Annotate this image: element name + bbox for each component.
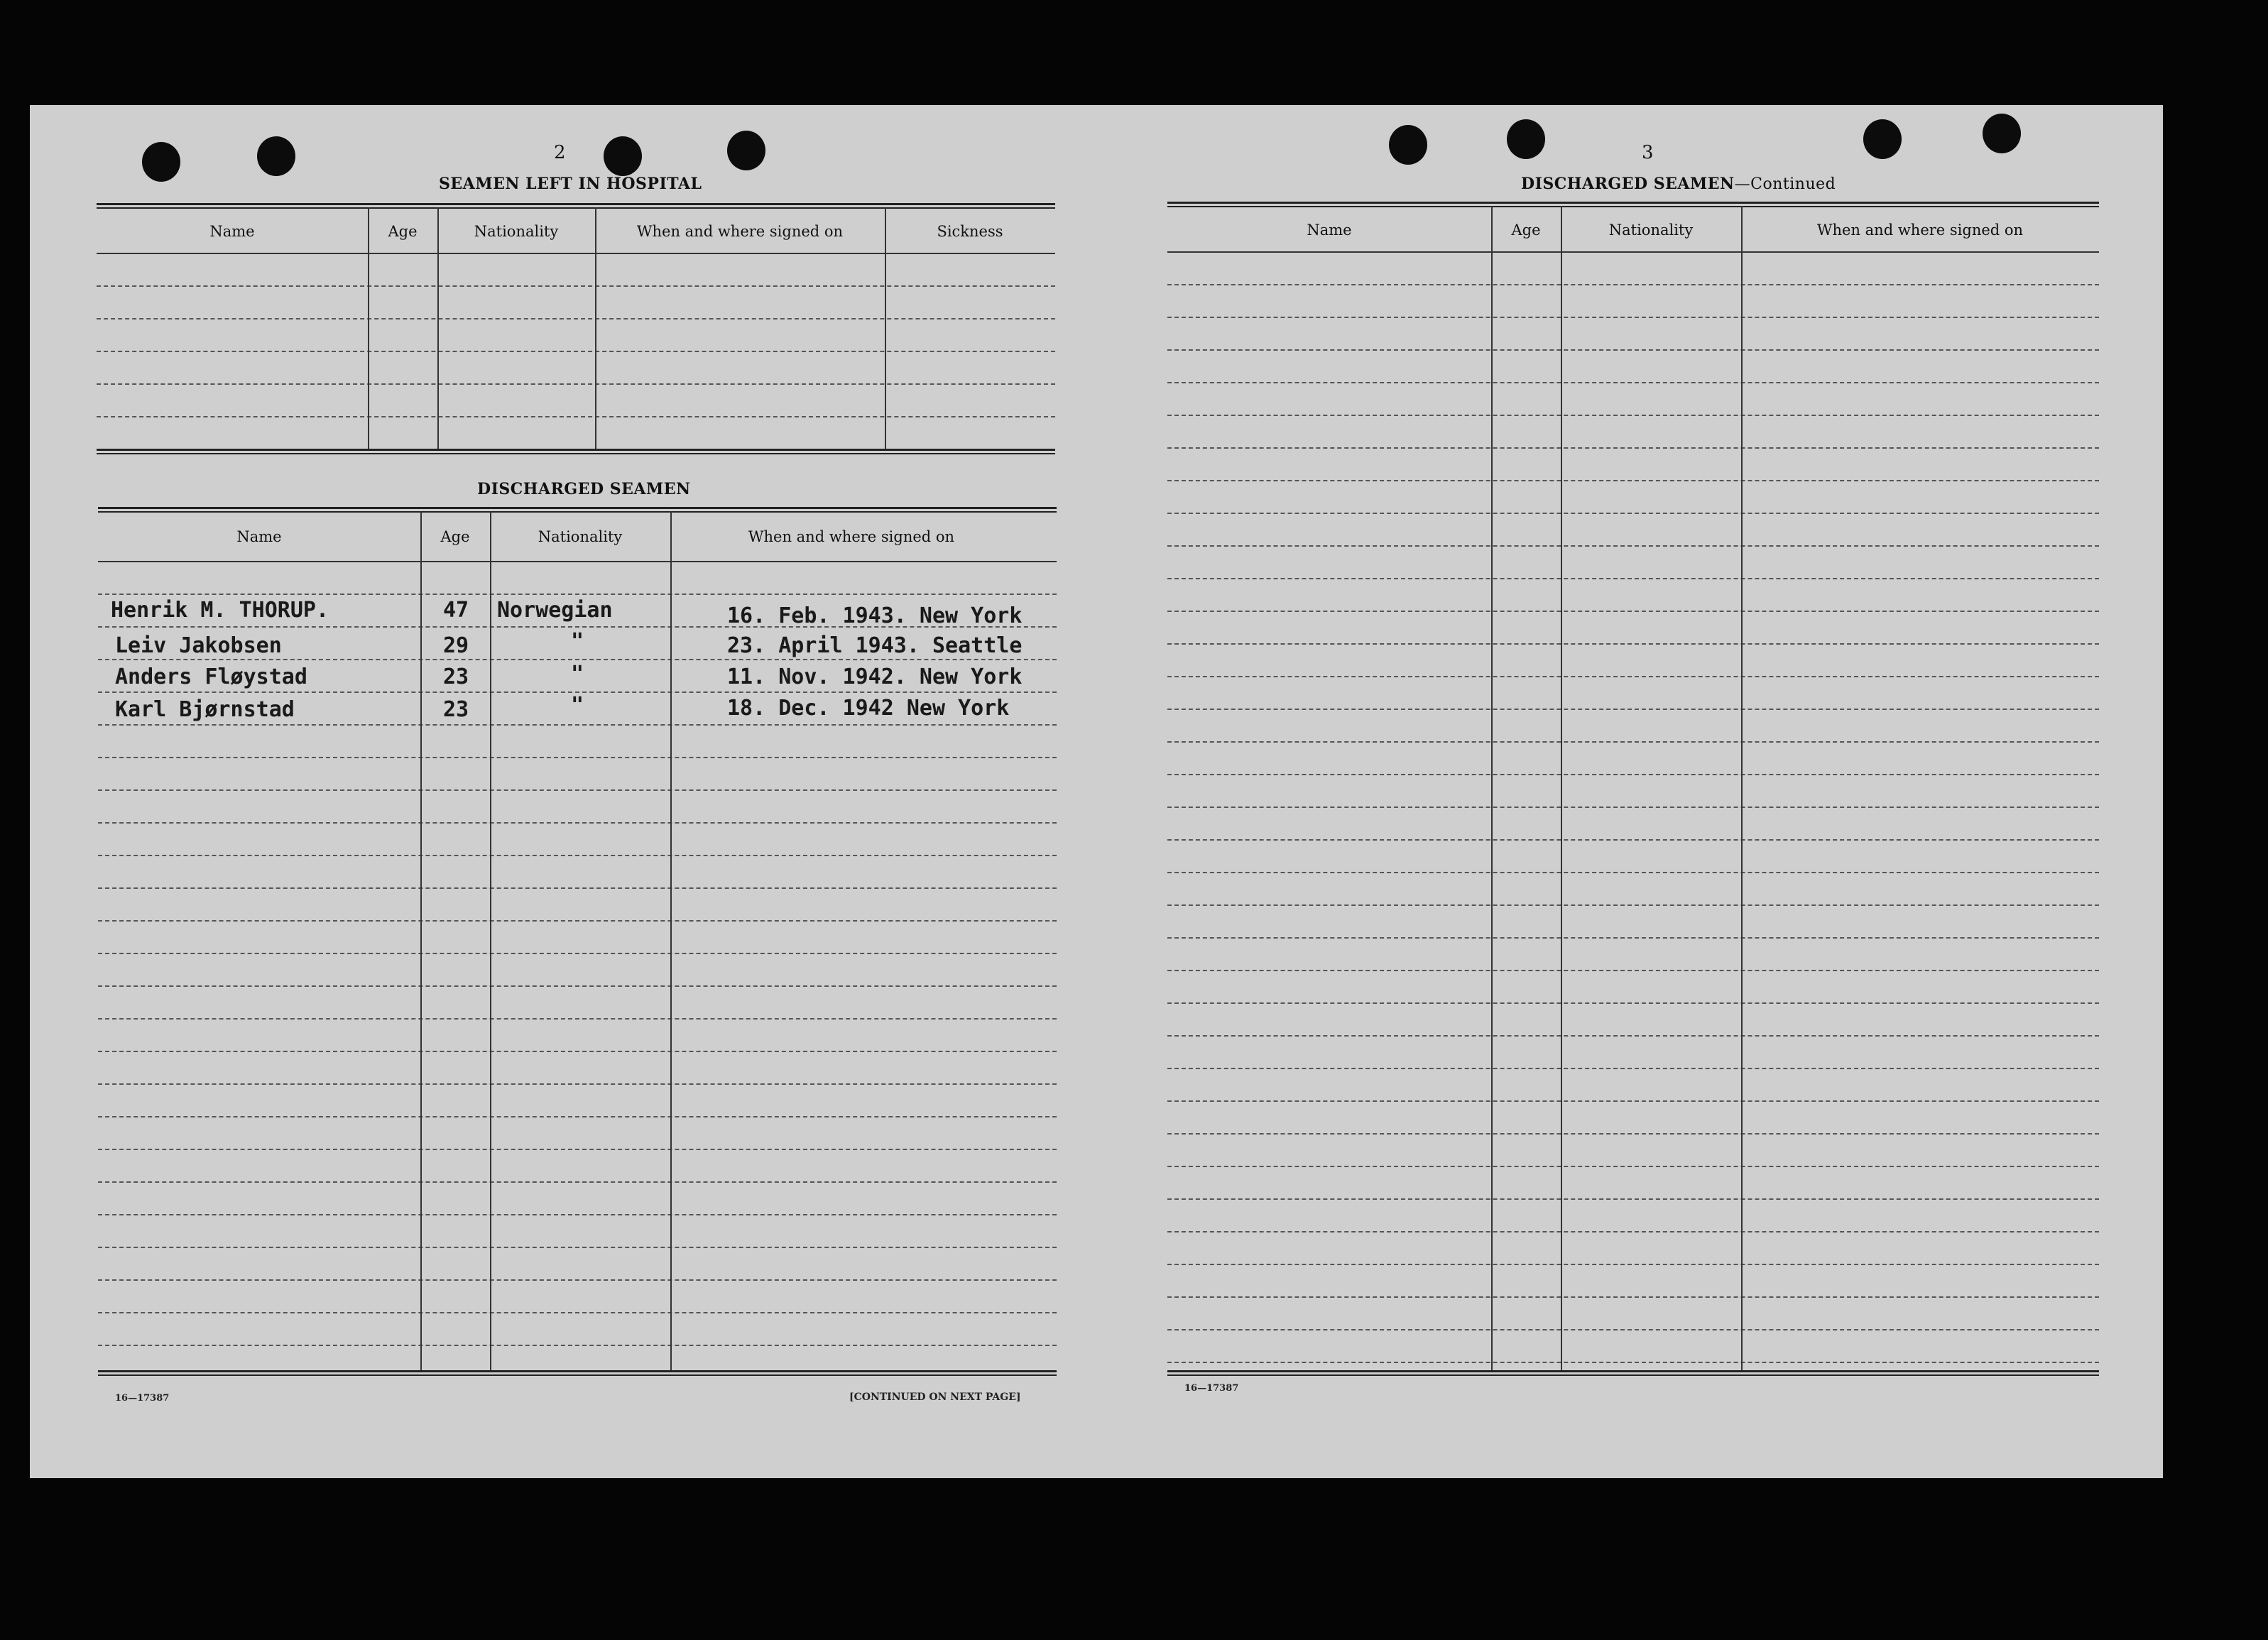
seaman-signed-on: 23. April 1943. Seattle (727, 633, 1023, 658)
punch-hole (1863, 119, 1902, 159)
row-rule (1167, 284, 2099, 285)
title-continued: —Continued (1734, 175, 1836, 193)
row-rule (98, 1149, 1057, 1150)
discharged-continued-title (1521, 175, 1836, 193)
row-rule (98, 985, 1057, 987)
row-rule (1167, 904, 2099, 906)
seaman-name: Anders Fløystad (115, 665, 307, 689)
row-rule (1167, 839, 2099, 841)
seaman-age: 23 (443, 697, 469, 722)
hospital-section-title: SEAMEN LEFT IN HOSPITAL (439, 175, 702, 193)
punch-hole (1983, 114, 2021, 153)
seaman-age: 23 (443, 665, 469, 689)
row-rule (1167, 1166, 2099, 1167)
row-rule (1167, 643, 2099, 645)
row-rule (1167, 1002, 2099, 1004)
seaman-name: Leiv Jakobsen (115, 633, 282, 658)
row-rule (98, 1116, 1057, 1117)
punch-hole (1389, 125, 1427, 165)
right-page (1116, 105, 2163, 1478)
col-header-nationality: Nationality (474, 223, 559, 240)
col-header-name: Name (1307, 222, 1352, 239)
col-header-nationality: Nationality (1608, 222, 1694, 239)
row-rule (1167, 545, 2099, 547)
col-header-signed-on: When and where signed on (636, 223, 844, 240)
form-code: 16—17387 (1184, 1383, 1239, 1394)
document-sheet (30, 105, 2163, 1478)
row-rule (1167, 513, 2099, 514)
row-rule (1167, 1362, 2099, 1363)
row-rule (1167, 447, 2099, 449)
row-rule (1167, 1329, 2099, 1330)
row-rule (1167, 807, 2099, 808)
row-rule (98, 659, 1057, 660)
row-rule (98, 953, 1057, 954)
row-rule (98, 789, 1057, 791)
row-rule (98, 887, 1057, 889)
seaman-age: 29 (443, 633, 469, 658)
punch-hole (1507, 119, 1545, 159)
col-header-age: Age (440, 528, 470, 545)
row-rule (1167, 774, 2099, 775)
col-header-age: Age (388, 223, 418, 240)
row-rule (1167, 349, 2099, 351)
discharged-table (98, 507, 1057, 1387)
page-number: 2 (554, 142, 566, 163)
discharged-section-title: DISCHARGED SEAMEN (477, 480, 691, 498)
row-rule (98, 855, 1057, 856)
row-rule (98, 1051, 1057, 1052)
seaman-age: 47 (443, 598, 469, 623)
row-rule (1167, 741, 2099, 743)
col-header-nationality: Nationality (538, 528, 623, 545)
seaman-nationality: Norwegian (497, 598, 613, 623)
form-code: 16—17387 (115, 1393, 170, 1404)
seaman-nationality: " (571, 629, 584, 654)
row-rule (1167, 1133, 2099, 1135)
row-rule (98, 1214, 1057, 1215)
punch-hole (604, 136, 642, 176)
punch-hole (257, 136, 295, 176)
col-header-signed-on: When and where signed on (1816, 222, 2024, 239)
row-rule (1167, 872, 2099, 873)
row-rule (1167, 611, 2099, 612)
row-rule (98, 1345, 1057, 1346)
row-rule (98, 757, 1057, 758)
row-rule (98, 822, 1057, 824)
col-header-sickness: Sickness (937, 223, 1003, 240)
seaman-name: Henrik M. THORUP. (111, 598, 329, 623)
continued-note: [CONTINUED ON NEXT PAGE] (849, 1392, 1021, 1403)
row-rule (1167, 1296, 2099, 1298)
row-rule (1167, 578, 2099, 579)
row-rule (1167, 382, 2099, 383)
row-rule (1167, 970, 2099, 971)
punch-hole (727, 131, 765, 170)
seaman-signed-on: 16. Feb. 1943. New York (727, 603, 1023, 628)
row-rule (1167, 1198, 2099, 1200)
row-rule (1167, 709, 2099, 710)
seaman-signed-on: 11. Nov. 1942. New York (727, 665, 1023, 689)
col-header-signed-on: When and where signed on (748, 528, 955, 545)
row-rule (98, 1181, 1057, 1183)
seaman-nationality: " (571, 693, 584, 718)
row-rule (98, 1083, 1057, 1085)
seaman-name: Karl Bjørnstad (115, 697, 295, 722)
row-rule (1167, 480, 2099, 481)
col-header-age: Age (1511, 222, 1541, 239)
row-rule (1167, 1035, 2099, 1037)
page-number: 3 (1642, 142, 1654, 163)
row-rule (1167, 676, 2099, 677)
row-rule (98, 1018, 1057, 1019)
row-rule (98, 594, 1057, 595)
row-rule (1167, 1231, 2099, 1232)
punch-hole (142, 142, 180, 182)
row-rule (98, 920, 1057, 922)
col-header-name: Name (236, 528, 282, 545)
row-rule (1167, 1264, 2099, 1265)
row-rule (98, 1247, 1057, 1248)
row-rule (98, 724, 1057, 726)
row-rule (1167, 1100, 2099, 1102)
row-rule (1167, 937, 2099, 939)
left-page (30, 105, 1116, 1478)
discharged-continued-table (1167, 202, 2099, 1394)
row-rule (1167, 317, 2099, 318)
row-rule (98, 1279, 1057, 1281)
row-rule (1167, 415, 2099, 416)
col-header-name: Name (209, 223, 255, 240)
seaman-signed-on: 18. Dec. 1942 New York (727, 696, 1010, 721)
row-rule (1167, 1068, 2099, 1069)
title-main: DISCHARGED SEAMEN (1521, 175, 1735, 193)
row-rule (98, 1312, 1057, 1313)
seaman-nationality: " (571, 662, 584, 687)
